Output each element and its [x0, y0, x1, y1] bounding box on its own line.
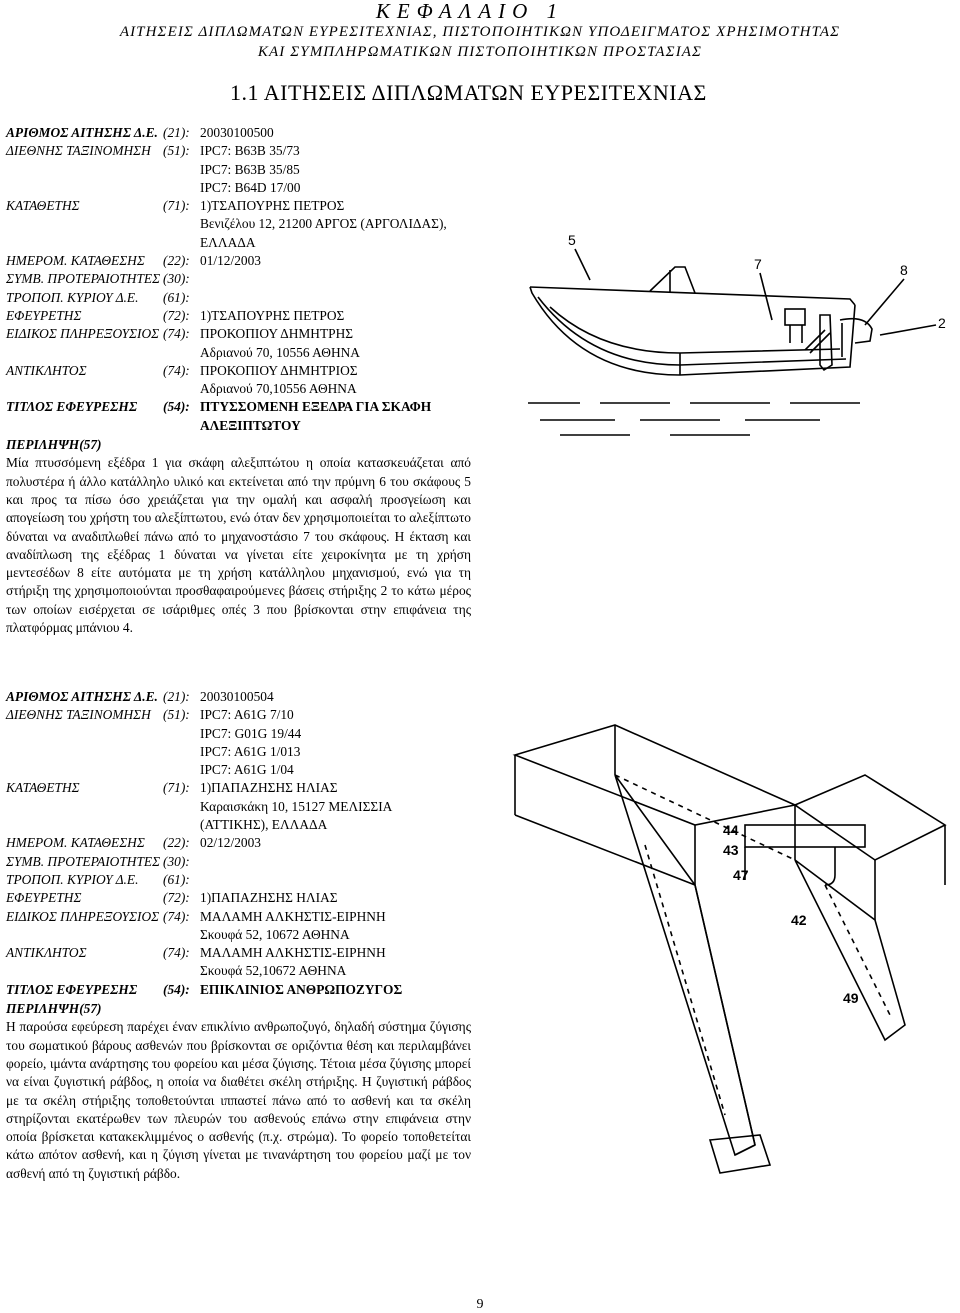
rep-address: Αδριανού 70,10556 ΑΘΗΝΑ	[200, 381, 357, 397]
inventor-label: ΕΦΕΥΡΕΤΗΣ	[6, 307, 82, 323]
class-label: ΔΙΕΘΝΗΣ ΤΑΞΙΝΟΜΗΣΗ	[6, 707, 151, 723]
class-code: (51):	[163, 707, 190, 723]
invention-title: ΕΠΙΚΛΙΝΙΟΣ ΑΝΘΡΩΠΟΖΥΓΟΣ	[200, 981, 403, 997]
abstract-label: ΠΕΡΙΛΗΨΗ(57)	[6, 437, 102, 453]
class-value: IPC7: B64D 17/00	[200, 179, 301, 195]
mod-label: ΤΡΟΠΟΠ. ΚΥΡΙΟΥ Δ.Ε.	[6, 871, 139, 887]
app-no-code: (21):	[163, 689, 190, 704]
abstract-text: Μία πτυσσόμενη εξέδρα 1 για σκάφη αλεξιπτώτου η οποία κατασκευάζεται από πολυστέρα ή άλλο κατάλληλο υλικό και εκτείνεται από την πρύμνη 6 του σκάφους 5 και προς τα πίσω όσο χρειάζεται για την ομαλή και ασφαλή προσγείωση και απογείωση του χρήστη του αλεξίπτωτου, ενώ όταν δεν χρησιμοποιείται το αλεξίπτωτο δύναται να αναδιπλωθεί πάνω από το μηχανοστάσιο 7 του σκάφους. Η έκταση και αναδίπλωση της εξέδρας 1 δύναται να γίνεται είτε χειροκίνητα με τη χρήση μεντεσέδων 8 είτε αυτόματα με τη χρήση κατάλληλου μηχανισμού, ενώ για τη στήριξη της χρησιμοποιούνται προσθαφαιρούμενες βάσεις στήριξης 2 το κάτω μέρος των οποίων εισέρχεται σε ισάριθμες οπές 3 που βρίσκονται στην επιφάνεια της πλατφόρμας μπάνιου 4.	[6, 455, 471, 636]
agent-address: Αδριανού 70, 10556 ΑΘΗΝΑ	[200, 344, 360, 360]
patient-scale-drawing	[495, 685, 950, 1180]
figure-label: 47	[733, 867, 749, 883]
abstract-text: Η παρούσα εφεύρεση παρέχει έναν επικλίνιο ανθρωποζυγό, δηλαδή σύστημα ζύγισης του σωματικού βάρους ασθενών που βρίσκονται σε οριζόντια θέση και περιλαμβάνει φορείο, ιμάντα ανάρτησης του φορείου και μέσα ζύγισης. Τέτοια μέσα ζύγισης μπορεί να είναι ζυγιστική ράβδος, η οποία να διαθέτει σκέλη στήριξης. Η ζυγιστική ράβδος με τα σκέλη στήριξης τοποθετούνται ιππαστεί πάνω από το ασθενή και τα σκέλη στηρίζονται εκατέρωθεν των πλευρών του ασθενούς επάνω στην επιφάνεια στην οποία βρίσκεται κατακεκλιμμένος ο ασθενής (π.χ. στρώμα). Το φορείο τοποθετείται κάτω απότον ασθενή, και η ζύγιση γίνεται με τινανάρτηση του φορείου μαζί με τον ασθενή από τη ζυγιστική ράβδο.	[6, 1019, 471, 1181]
invention-title-cont: ΑΛΕΞΙΠΤΩΤΟΥ	[200, 417, 301, 433]
priority-label: ΣΥΜΒ. ΠΡΟΤΕΡΑΙΟΤΗΤΕΣ	[6, 853, 161, 869]
rep-code: (74):	[163, 362, 190, 378]
rep-code: (74):	[163, 945, 190, 961]
priority-label: ΣΥΜΒ. ΠΡΟΤΕΡΑΙΟΤΗΤΕΣ	[6, 271, 161, 287]
figure-label: 2	[938, 315, 946, 331]
agent-code: (74):	[163, 326, 190, 342]
mod-code: (61):	[163, 289, 190, 305]
applicant-label: ΚΑΤΑΘΕΤΗΣ	[6, 198, 80, 214]
date-code: (22):	[163, 253, 190, 269]
inventor-code: (72):	[163, 890, 190, 906]
rep-address: Σκουφά 52,10672 ΑΘΗΝΑ	[200, 963, 347, 979]
class-value: IPC7: B63B 35/85	[200, 161, 300, 177]
title-label: ΤΙΤΛΟΣ ΕΦΕΥΡΕΣΗΣ	[6, 399, 138, 415]
figure-label: 8	[900, 262, 908, 278]
priority-code: (30):	[163, 271, 190, 287]
inventor-code: (72):	[163, 307, 190, 323]
figure-label: 49	[843, 990, 859, 1006]
applicant-address: Καραισκάκη 10, 15127 ΜΕΛΙΣΣΙΑ	[200, 798, 393, 814]
filing-date: 01/12/2003	[200, 253, 262, 269]
inventor-label: ΕΦΕΥΡΕΤΗΣ	[6, 890, 82, 906]
abstract-label: ΠΕΡΙΛΗΨΗ(57)	[6, 1001, 102, 1017]
figure-label: 42	[791, 912, 807, 928]
agent-label: ΕΙΔΙΚΟΣ ΠΛΗΡΕΞΟΥΣΙΟΣ	[6, 908, 160, 924]
agent-label: ΕΙΔΙΚΟΣ ΠΛΗΡΕΞΟΥΣΙΟΣ	[6, 326, 160, 342]
class-value: IPC7: B63B 35/73	[200, 143, 300, 159]
rep-label: ΑΝΤΙΚΛΗΤΟΣ	[6, 945, 87, 961]
applicant-address: Βενιζέλου 12, 21200 ΑΡΓΟΣ (ΑΡΓΟΛΙΔΑΣ),	[200, 216, 447, 232]
app-no: 20030100500	[200, 125, 274, 140]
class-code: (51):	[163, 143, 190, 159]
applicant-country: ΕΛΛΑΔΑ	[200, 234, 256, 250]
applicant-name: 1)ΠΑΠΑΖΗΣΗΣ ΗΛΙΑΣ	[200, 780, 338, 796]
header-line-2: ΚΑΙ ΣΥΜΠΛΗΡΩΜΑΤΙΚΩΝ ΠΙΣΤΟΠΟΙΗΤΙΚΩΝ ΠΡΟΣΤΑΣΙΑΣ	[257, 44, 703, 60]
figure-label: 7	[754, 256, 762, 272]
class-value: IPC7: A61G 7/10	[200, 707, 294, 723]
agent-code: (74):	[163, 908, 190, 924]
title-code: (54):	[163, 399, 190, 415]
agent-name: ΜΑΛΑΜΗ ΑΛΚΗΣΤΙΣ-ΕΙΡΗΝΗ	[200, 908, 386, 924]
class-value: IPC7: G01G 19/44	[200, 725, 302, 741]
date-label: ΗΜΕΡΟΜ. ΚΑΤΑΘΕΣΗΣ	[6, 835, 145, 851]
applicant-code: (71):	[163, 198, 190, 214]
figure-label: 44	[723, 822, 739, 838]
agent-name: ΠΡΟΚΟΠΙΟΥ ΔΗΜΗΤΡΗΣ	[200, 326, 354, 342]
agent-address: Σκουφά 52, 10672 ΑΘΗΝΑ	[200, 926, 350, 942]
date-code: (22):	[163, 835, 190, 851]
patent-record-1	[6, 124, 471, 637]
invention-title: ΠΤΥΣΣΟΜΕΝΗ ΕΞΕΔΡΑ ΓΙΑ ΣΚΑΦΗ	[200, 399, 432, 415]
app-no-label: ΑΡΙΘΜΟΣ ΑΙΤΗΣΗΣ Δ.Ε.	[6, 125, 158, 140]
patent-record-2	[6, 688, 471, 1183]
app-no-label: ΑΡΙΘΜΟΣ ΑΙΤΗΣΗΣ Δ.Ε.	[6, 689, 158, 704]
page-header	[0, 0, 960, 62]
class-label: ΔΙΕΘΝΗΣ ΤΑΞΙΝΟΜΗΣΗ	[6, 143, 151, 159]
filing-date: 02/12/2003	[200, 835, 262, 851]
rep-name: ΜΑΛΑΜΗ ΑΛΚΗΣΤΙΣ-ΕΙΡΗΝΗ	[200, 945, 386, 961]
rep-name: ΠΡΟΚΟΠΙΟΥ ΔΗΜΗΤΡΙΟΣ	[200, 362, 358, 378]
applicant-label: ΚΑΤΑΘΕΤΗΣ	[6, 780, 80, 796]
class-value: IPC7: A61G 1/04	[200, 762, 294, 778]
header-line-1: ΑΙΤΗΣΕΙΣ ΔΙΠΛΩΜΑΤΩΝ ΕΥΡΕΣΙΤΕΧΝΙΑΣ, ΠΙΣΤΟΠΟΙΗΤΙΚΩΝ ΥΠΟΔΕΙΓΜΑΤΟΣ ΧΡΗΣΙΜΟΤΗΤΑΣ	[119, 24, 841, 40]
applicant-country: (ΑΤΤΙΚΗΣ), ΕΛΛΑΔΑ	[200, 817, 328, 833]
chapter-title: ΚΕΦΑΛΑΙΟ 1	[375, 0, 565, 23]
figure-label: 5	[568, 232, 576, 248]
boat-drawing	[520, 225, 960, 445]
date-label: ΗΜΕΡΟΜ. ΚΑΤΑΘΕΣΗΣ	[6, 253, 145, 269]
mod-label: ΤΡΟΠΟΠ. ΚΥΡΙΟΥ Δ.Ε.	[6, 289, 139, 305]
inventor-name: 1)ΠΑΠΑΖΗΣΗΣ ΗΛΙΑΣ	[200, 890, 338, 906]
rep-label: ΑΝΤΙΚΛΗΤΟΣ	[6, 362, 87, 378]
mod-code: (61):	[163, 871, 190, 887]
section-title: 1.1 ΑΙΤΗΣΕΙΣ ΔΙΠΛΩΜΑΤΩΝ ΕΥΡΕΣΙΤΕΧΝΙΑΣ	[230, 80, 707, 105]
app-no: 20030100504	[200, 689, 274, 704]
applicant-code: (71):	[163, 780, 190, 796]
inventor-name: 1)ΤΣΑΠΟΥΡΗΣ ΠΕΤΡΟΣ	[200, 307, 345, 323]
priority-code: (30):	[163, 853, 190, 869]
title-label: ΤΙΤΛΟΣ ΕΦΕΥΡΕΣΗΣ	[6, 981, 138, 997]
applicant-name: 1)ΤΣΑΠΟΥΡΗΣ ΠΕΤΡΟΣ	[200, 198, 345, 214]
page-number: 9	[476, 1297, 484, 1312]
figure-label: 43	[723, 842, 739, 858]
app-no-code: (21):	[163, 125, 190, 140]
class-value: IPC7: A61G 1/013	[200, 743, 301, 759]
title-code: (54):	[163, 981, 190, 997]
